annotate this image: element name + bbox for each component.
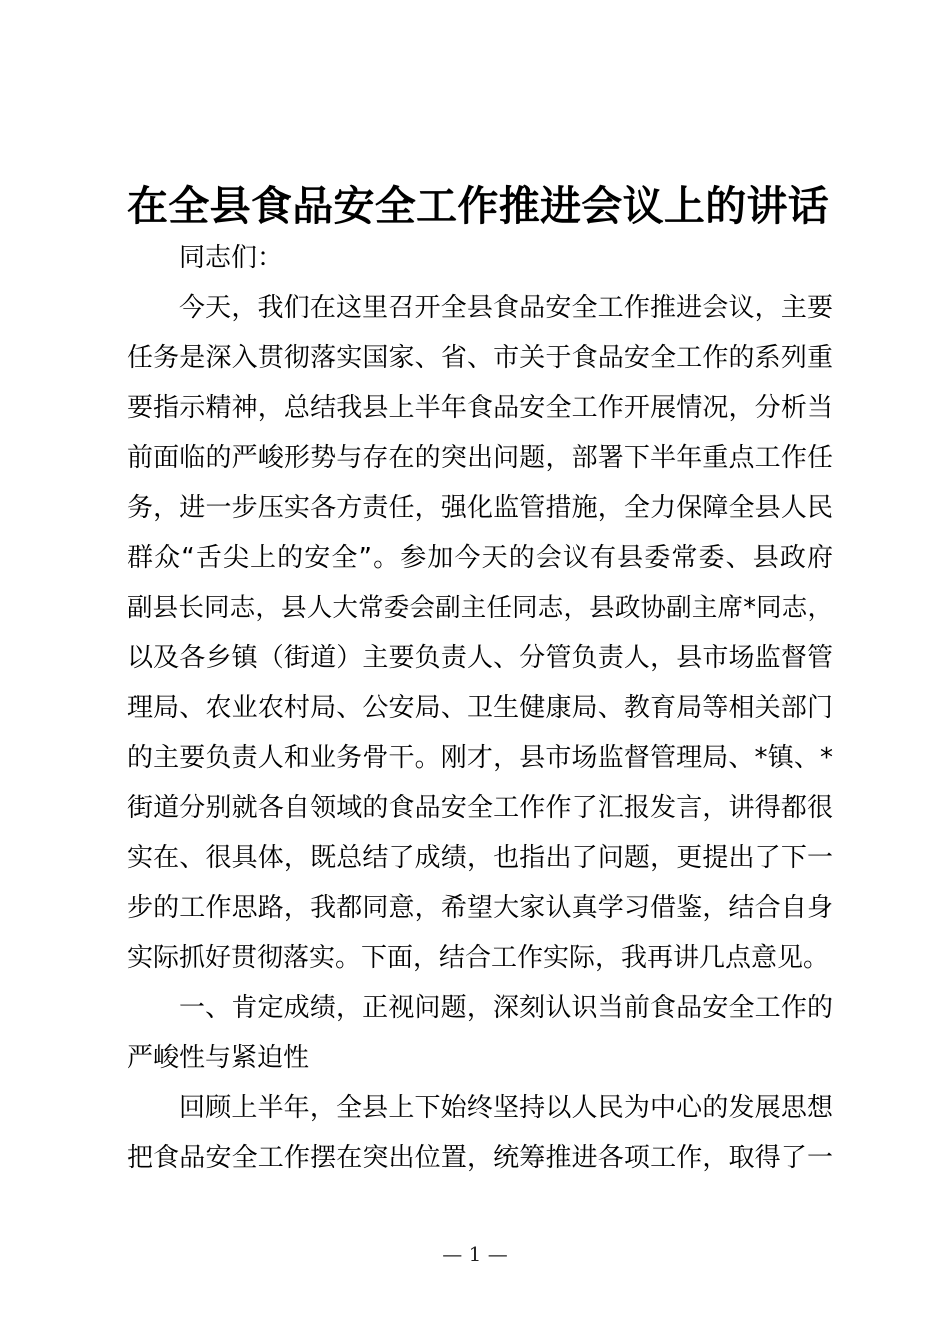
text-line: 群众“舌尖上的安全”。参加今天的会议有县委常委、县政府 (127, 543, 833, 573)
salutation: 同志们： (179, 243, 284, 273)
heading-line: 一、肯定成绩，正视问题，深刻认识当前食品安全工作的 (179, 993, 833, 1023)
page-number: — 1 — (442, 1242, 508, 1266)
text-line: 要指示精神，总结我县上半年食品安全工作开展情况，分析当 (127, 393, 833, 423)
text-line: 步的工作思路，我都同意，希望大家认真学习借鉴，结合自身 (127, 893, 833, 923)
text-line: 实际抓好贯彻落实。下面，结合工作实际，我再讲几点意见。 (127, 943, 830, 973)
paragraph-opening (127, 283, 833, 983)
text-line: 任务是深入贯彻落实国家、省、市关于食品安全工作的系列重 (127, 343, 833, 373)
section-heading-1 (127, 983, 833, 1083)
heading-line: 严峻性与紧迫性 (127, 1043, 310, 1073)
text-line: 的主要负责人和业务骨干。刚才，县市场监督管理局、*镇、* (127, 743, 833, 773)
text-line: 理局、农业农村局、公安局、卫生健康局、教育局等相关部门 (127, 693, 833, 723)
text-line: 务，进一步压实各方责任，强化监管措施，全力保障全县人民 (127, 493, 833, 523)
text-line: 副县长同志，县人大常委会副主任同志，县政协副主席*同志， (127, 593, 833, 623)
paragraph-review (127, 1083, 833, 1183)
text-line: 今天，我们在这里召开全县食品安全工作推进会议，主要 (179, 293, 833, 323)
text-line: 实在、很具体，既总结了成绩，也指出了问题，更提出了下一 (127, 843, 833, 873)
text-line: 把食品安全工作摆在突出位置，统筹推进各项工作，取得了一 (127, 1143, 833, 1173)
document-title: 在全县食品安全工作推进会议上的讲话 (127, 182, 830, 230)
text-line: 街道分别就各自领域的食品安全工作作了汇报发言，讲得都很 (127, 793, 833, 823)
document-body (127, 233, 833, 1183)
text-line: 以及各乡镇（街道）主要负责人、分管负责人，县市场监督管 (127, 643, 833, 673)
text-line: 前面临的严峻形势与存在的突出问题，部署下半年重点工作任 (127, 443, 833, 473)
text-line: 回顾上半年，全县上下始终坚持以人民为中心的发展思想 (179, 1093, 833, 1123)
